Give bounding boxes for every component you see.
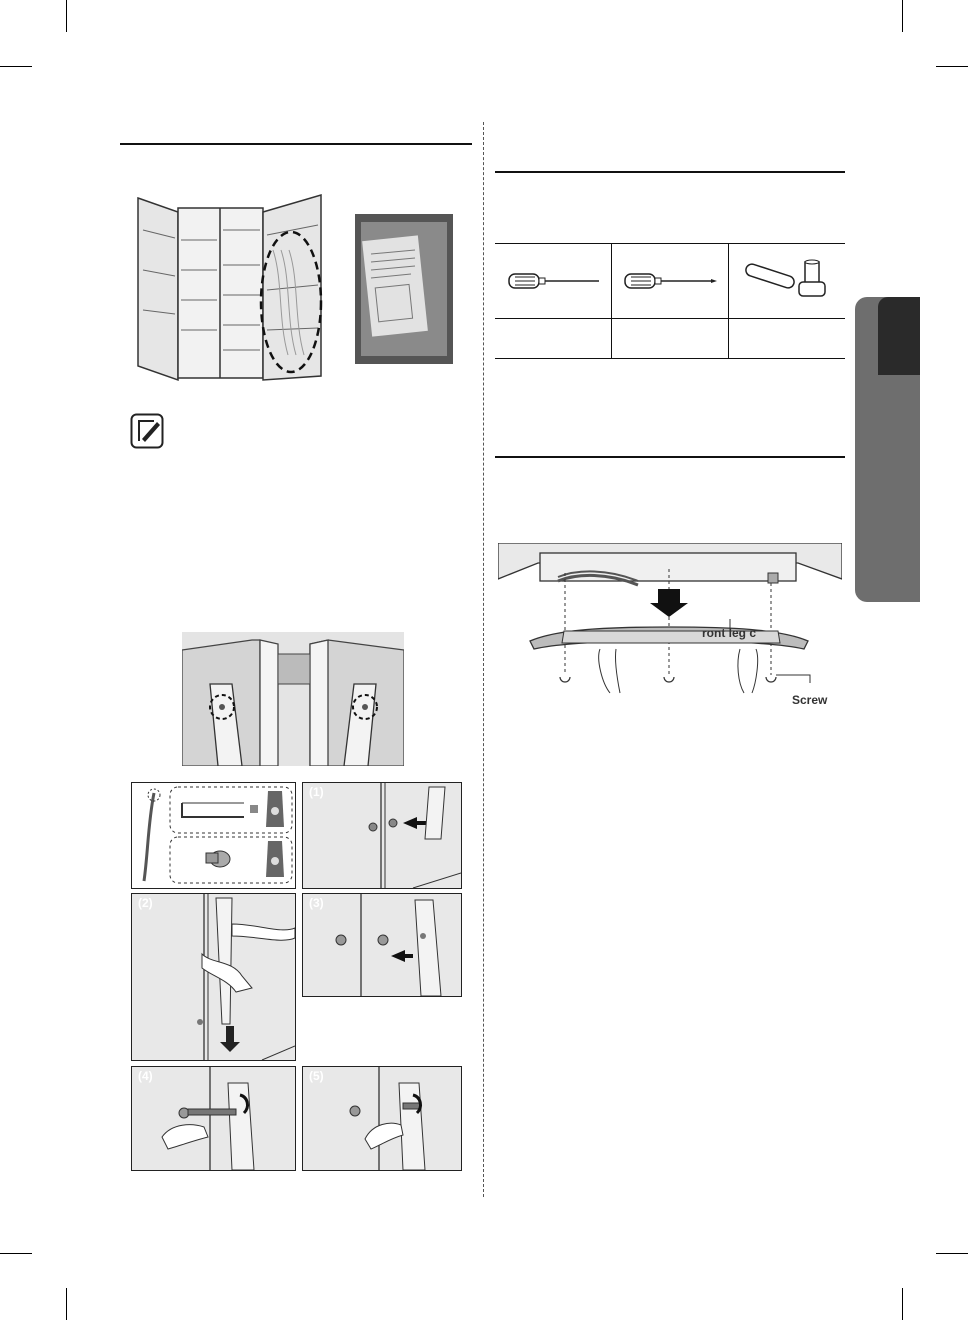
step-2-number: (2) — [138, 896, 153, 910]
step-3-number: (3) — [309, 896, 324, 910]
flat-screwdriver-icon — [507, 266, 603, 296]
tools-table — [495, 243, 845, 359]
front-leg-cover-label: ront leg c — [702, 626, 757, 640]
crop-mark-br-v — [902, 1288, 903, 1320]
screw-label: Screw — [792, 693, 828, 707]
front-leg-cover-illustration — [498, 543, 842, 713]
right-section-rule-1 — [495, 171, 845, 173]
crop-mark-br-h — [936, 1253, 968, 1254]
left-section-rule — [120, 143, 472, 145]
step-1-number: (1) — [309, 785, 324, 799]
right-section-rule-2 — [495, 456, 845, 458]
step-1-panel — [302, 782, 462, 889]
crop-mark-bl-h — [0, 1253, 32, 1254]
accessory-bag-photo — [355, 214, 453, 364]
note-icon — [130, 413, 164, 449]
step-5-number: (5) — [309, 1069, 324, 1083]
crop-mark-tl-h — [0, 66, 32, 67]
side-tab-active — [878, 297, 920, 375]
phillips-screwdriver-icon — [623, 266, 719, 296]
crop-mark-tr-v — [902, 0, 903, 32]
step-4-number: (4) — [138, 1069, 153, 1083]
crop-mark-bl-v — [66, 1288, 67, 1320]
socket-wrench-icon — [741, 258, 841, 302]
crop-mark-tr-h — [936, 66, 968, 67]
refrigerator-open-illustration — [133, 190, 333, 385]
door-handle-illustration — [182, 632, 404, 766]
parts-panel — [131, 782, 296, 889]
crop-mark-tl-v — [66, 0, 67, 32]
step-5-panel — [302, 1066, 462, 1171]
column-divider — [483, 122, 484, 1197]
step-3-panel — [302, 893, 462, 997]
step-2-panel — [131, 893, 296, 1061]
step-4-panel — [131, 1066, 296, 1171]
